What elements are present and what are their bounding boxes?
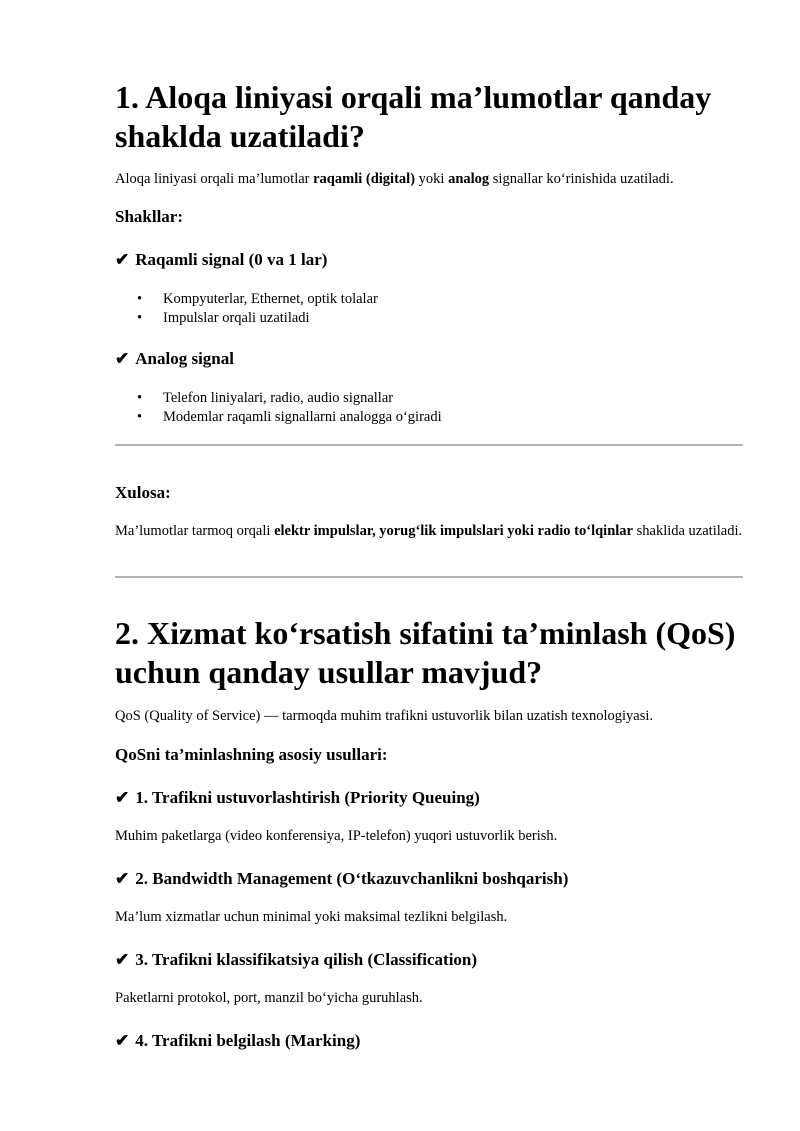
check-icon: ✔ (115, 1031, 130, 1050)
check-icon: ✔ (115, 349, 130, 368)
analog-signal-list (115, 389, 442, 427)
analog-signal-label: Analog signal (135, 349, 234, 368)
method-label: 2. Bandwidth Management (O‘tkazuvchanlikni boshqarish) (135, 869, 569, 888)
horizontal-divider (115, 444, 743, 446)
bullet-icon: • (137, 291, 143, 307)
forms-heading: Shakllar: (115, 207, 184, 226)
methods-heading: QoSni ta’minlashning asosiy usullari: (115, 745, 388, 764)
digital-signal-label: Raqamli signal (0 va 1 lar) (135, 250, 328, 269)
list-item (115, 408, 442, 427)
list-item-text: Telefon liniyalari, radio, audio signallar (163, 390, 394, 406)
method-heading (115, 1030, 743, 1052)
method-description: Ma’lum xizmatlar uchun minimal yoki maksimal tezlikni belgilash. (115, 909, 508, 925)
conclusion-heading: Xulosa: (115, 483, 171, 502)
section1-title: 1. Aloqa liniyasi orqali ma’lumotlar qanday shaklda uzatiladi? (115, 79, 712, 154)
bullet-icon: • (137, 310, 143, 326)
list-item-text: Modemlar raqamli signallarni analogga o‘giradi (163, 409, 442, 425)
intro-text-3: signallar ko‘rinishida uzatiladi. (489, 171, 674, 187)
list-item-text: Kompyuterlar, Ethernet, optik tolalar (163, 291, 378, 307)
horizontal-divider (115, 576, 743, 578)
conclusion-text-2: shaklida uzatiladi. (632, 523, 743, 539)
section2-title: 2. Xizmat ko‘rsatish sifatini ta’minlash (QoS) uchun qanday usullar mavjud? (115, 615, 736, 690)
analog-signal-heading (115, 348, 743, 370)
digital-signal-heading (115, 249, 743, 271)
list-item (115, 290, 378, 309)
intro-bold-analog: analog (448, 171, 490, 187)
check-icon: ✔ (115, 788, 130, 807)
conclusion-text-1: Ma’lumotlar tarmoq orqali (115, 523, 275, 539)
method-label: 3. Trafikni klassifikatsiya qilish (Classification) (135, 950, 478, 969)
check-icon: ✔ (115, 950, 130, 969)
method-heading (115, 787, 743, 809)
section1-intro (115, 170, 743, 189)
method-label: 4. Trafikni belgilash (Marking) (135, 1031, 361, 1050)
list-item (115, 389, 442, 408)
method-heading (115, 949, 743, 971)
intro-text-1: Aloqa liniyasi orqali ma’lumotlar (115, 171, 314, 187)
section2-intro: QoS (Quality of Service) — tarmoqda muhim trafikni ustuvorlik bilan uzatish texnologiyasi. (115, 708, 654, 724)
check-icon: ✔ (115, 869, 130, 888)
bullet-icon: • (137, 409, 143, 425)
conclusion-bold: elektr impulslar, yorug‘lik impulslari yoki radio to‘lqinlar (274, 523, 633, 539)
list-item-text: Impulslar orqali uzatiladi (163, 310, 310, 326)
check-icon: ✔ (115, 250, 130, 269)
conclusion-text (115, 522, 743, 541)
bullet-icon: • (137, 390, 143, 406)
intro-text-2: yoki (415, 171, 449, 187)
method-heading (115, 868, 743, 890)
intro-bold-digital: raqamli (digital) (313, 171, 416, 187)
digital-signal-list (115, 290, 378, 328)
list-item (115, 309, 378, 328)
method-description: Paketlarni protokol, port, manzil bo‘yicha guruhlash. (115, 990, 423, 1006)
method-description: Muhim paketlarga (video konferensiya, IP-telefon) yuqori ustuvorlik berish. (115, 828, 558, 844)
method-label: 1. Trafikni ustuvorlashtirish (Priority Queuing) (135, 788, 480, 807)
